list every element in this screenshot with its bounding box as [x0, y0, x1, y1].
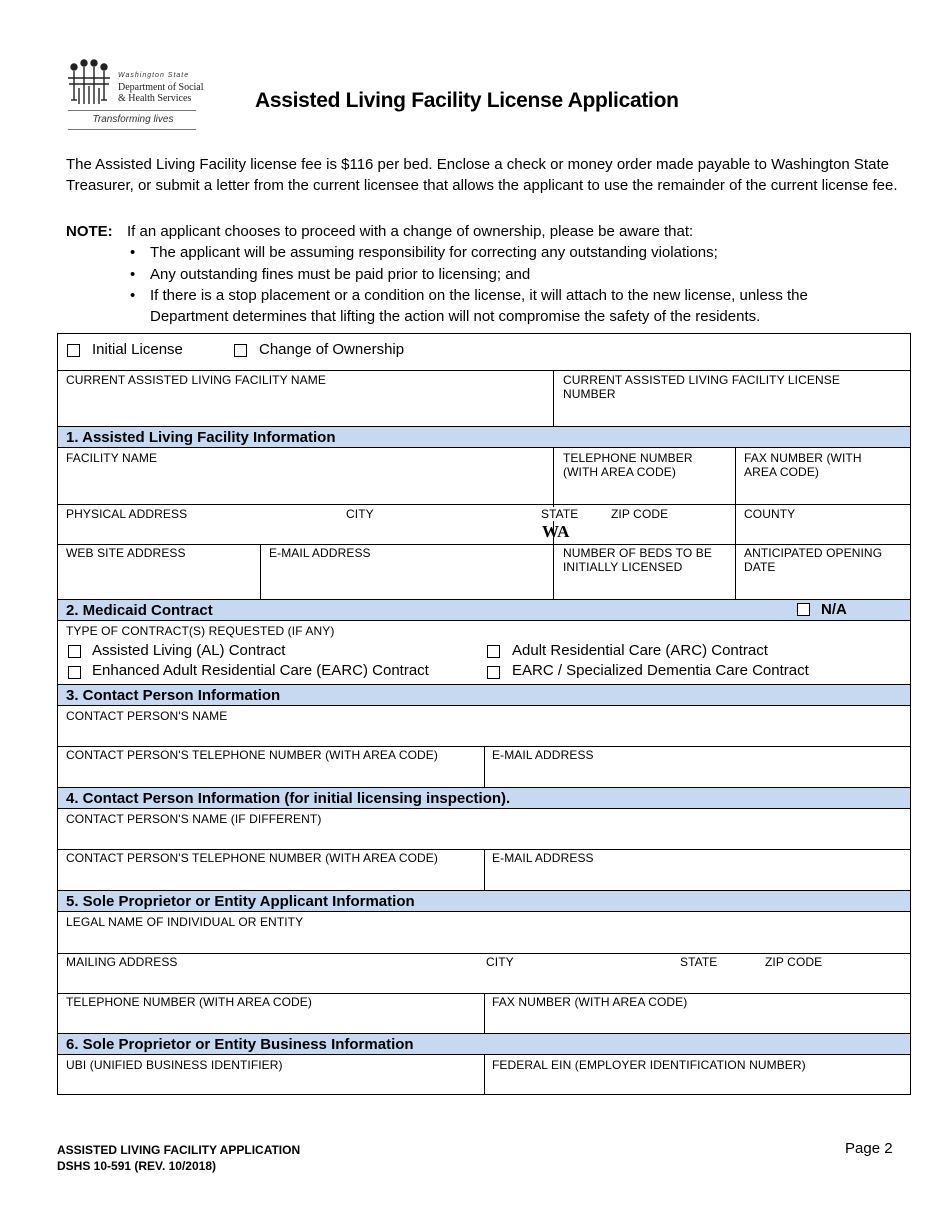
beds-field[interactable]: NUMBER OF BEDS TO BE INITIALLY LICENSED [563, 546, 712, 574]
arc-contract-checkbox[interactable] [487, 645, 500, 658]
city-field[interactable]: CITY [346, 507, 374, 521]
people-icon [66, 58, 112, 108]
applicant-fax-field[interactable]: FAX NUMBER (WITH AREA CODE) [492, 995, 688, 1009]
logo-tagline: Transforming lives [92, 114, 174, 125]
website-field[interactable]: WEB SITE ADDRESS [66, 546, 186, 560]
footer-form-title: ASSISTED LIVING FACILITY APPLICATION [57, 1143, 301, 1157]
earc-contract-label: Enhanced Adult Residential Care (EARC) Contract [92, 662, 429, 679]
mailing-city-field[interactable]: CITY [486, 955, 514, 969]
inspection-contact-name-field[interactable]: CONTACT PERSON'S NAME (IF DIFFERENT) [66, 812, 322, 826]
arc-contract-label: Adult Residential Care (ARC) Contract [512, 642, 768, 659]
mailing-state-field[interactable]: STATE [680, 955, 718, 969]
opening-date-field[interactable]: ANTICIPATED OPENING DATE [744, 546, 883, 574]
page-title: Assisted Living Facility License Application [255, 89, 679, 112]
physical-address-field[interactable]: PHYSICAL ADDRESS [66, 507, 188, 521]
col-divider [484, 746, 485, 788]
col-divider [260, 544, 261, 599]
row-divider [58, 544, 910, 545]
legal-name-field[interactable]: LEGAL NAME OF INDIVIDUAL OR ENTITY [66, 915, 304, 929]
col-divider [484, 849, 485, 891]
facility-name-field[interactable]: FACILITY NAME [66, 451, 158, 465]
dementia-contract-label: EARC / Specialized Dementia Care Contract [512, 662, 809, 679]
mailing-address-field[interactable]: MAILING ADDRESS [66, 955, 178, 969]
change-of-ownership-checkbox[interactable] [234, 344, 247, 357]
mailing-zip-field[interactable]: ZIP CODE [765, 955, 823, 969]
row-divider [58, 504, 910, 505]
applicant-phone-field[interactable]: TELEPHONE NUMBER (WITH AREA CODE) [66, 995, 312, 1009]
dshs-logo [66, 58, 204, 132]
initial-license-checkbox[interactable] [67, 344, 80, 357]
dementia-contract-checkbox[interactable] [487, 666, 500, 679]
earc-contract-checkbox[interactable] [68, 666, 81, 679]
inspection-contact-email-field[interactable]: E-MAIL ADDRESS [492, 851, 594, 865]
section-5-header: 5. Sole Proprietor or Entity Applicant Information [58, 890, 910, 912]
row-divider [58, 953, 910, 954]
al-contract-label: Assisted Living (AL) Contract [92, 642, 286, 659]
logo-divider [68, 129, 196, 130]
contact-name-field[interactable]: CONTACT PERSON'S NAME [66, 709, 228, 723]
note-line [66, 221, 693, 242]
state-value: WA [542, 522, 570, 541]
current-facility-name-field[interactable]: CURRENT ASSISTED LIVING FACILITY NAME [66, 373, 326, 387]
medicaid-na-label: N/A [821, 601, 847, 618]
footer-form-number: DSHS 10-591 (REV. 10/2018) [57, 1159, 216, 1173]
section-3-header: 3. Contact Person Information [58, 684, 910, 706]
ubi-field[interactable]: UBI (UNIFIED BUSINESS IDENTIFIER) [66, 1058, 283, 1072]
section-6-header: 6. Sole Proprietor or Entity Business Information [58, 1033, 910, 1055]
note-text: If an applicant chooses to proceed with a change of ownership, please be aware that: [127, 223, 694, 240]
county-field[interactable]: COUNTY [744, 507, 796, 521]
bullet-icon: • [130, 244, 136, 261]
section-1-header: 1. Assisted Living Facility Information [58, 426, 910, 448]
logo-department: Department of Social & Health Services [118, 82, 204, 104]
contact-phone-field[interactable]: CONTACT PERSON'S TELEPHONE NUMBER (WITH AREA CODE) [66, 748, 439, 762]
fax-field[interactable]: FAX NUMBER (WITH AREA CODE) [744, 451, 862, 479]
inspection-contact-phone-field[interactable]: CONTACT PERSON'S TELEPHONE NUMBER (WITH AREA CODE) [66, 851, 439, 865]
intro-paragraph: The Assisted Living Facility license fee is $116 per bed. Enclose a check or money order made payable to Washington State Treasurer, or submit a letter from the current licensee that allows the applicant to use the remainder of the current license fee. [66, 156, 898, 194]
application-form [57, 333, 911, 1095]
change-of-ownership-label: Change of Ownership [259, 341, 405, 358]
col-divider [735, 448, 736, 599]
logo-divider [68, 110, 196, 111]
col-divider [484, 1055, 485, 1095]
facility-email-field[interactable]: E-MAIL ADDRESS [269, 546, 371, 560]
telephone-field[interactable]: TELEPHONE NUMBER (WITH AREA CODE) [563, 451, 693, 479]
contact-email-field[interactable]: E-MAIL ADDRESS [492, 748, 594, 762]
medicaid-na-checkbox[interactable] [797, 603, 810, 616]
row-divider [58, 370, 910, 371]
section-4-header: 4. Contact Person Information (for initial licensing inspection). [58, 787, 910, 809]
al-contract-checkbox[interactable] [68, 645, 81, 658]
bullet-icon: • [130, 287, 136, 304]
col-divider [553, 370, 554, 427]
logo-state: Washington State [118, 72, 190, 79]
zip-field[interactable]: ZIP CODE [611, 507, 669, 521]
section-2-header: 2. Medicaid Contract [58, 599, 910, 621]
col-divider [484, 993, 485, 1034]
current-license-number-field[interactable]: CURRENT ASSISTED LIVING FACILITY LICENSE NUMBER [563, 373, 840, 401]
contract-type-label: TYPE OF CONTRACT(S) REQUESTED (IF ANY) [66, 624, 335, 638]
note-label: NOTE: [66, 223, 113, 240]
state-label: STATE [541, 507, 579, 521]
ein-field[interactable]: FEDERAL EIN (EMPLOYER IDENTIFICATION NUMBER) [492, 1058, 806, 1072]
bullet-icon: • [130, 266, 136, 283]
initial-license-label: Initial License [92, 341, 183, 358]
page-number: Page 2 [845, 1140, 893, 1157]
